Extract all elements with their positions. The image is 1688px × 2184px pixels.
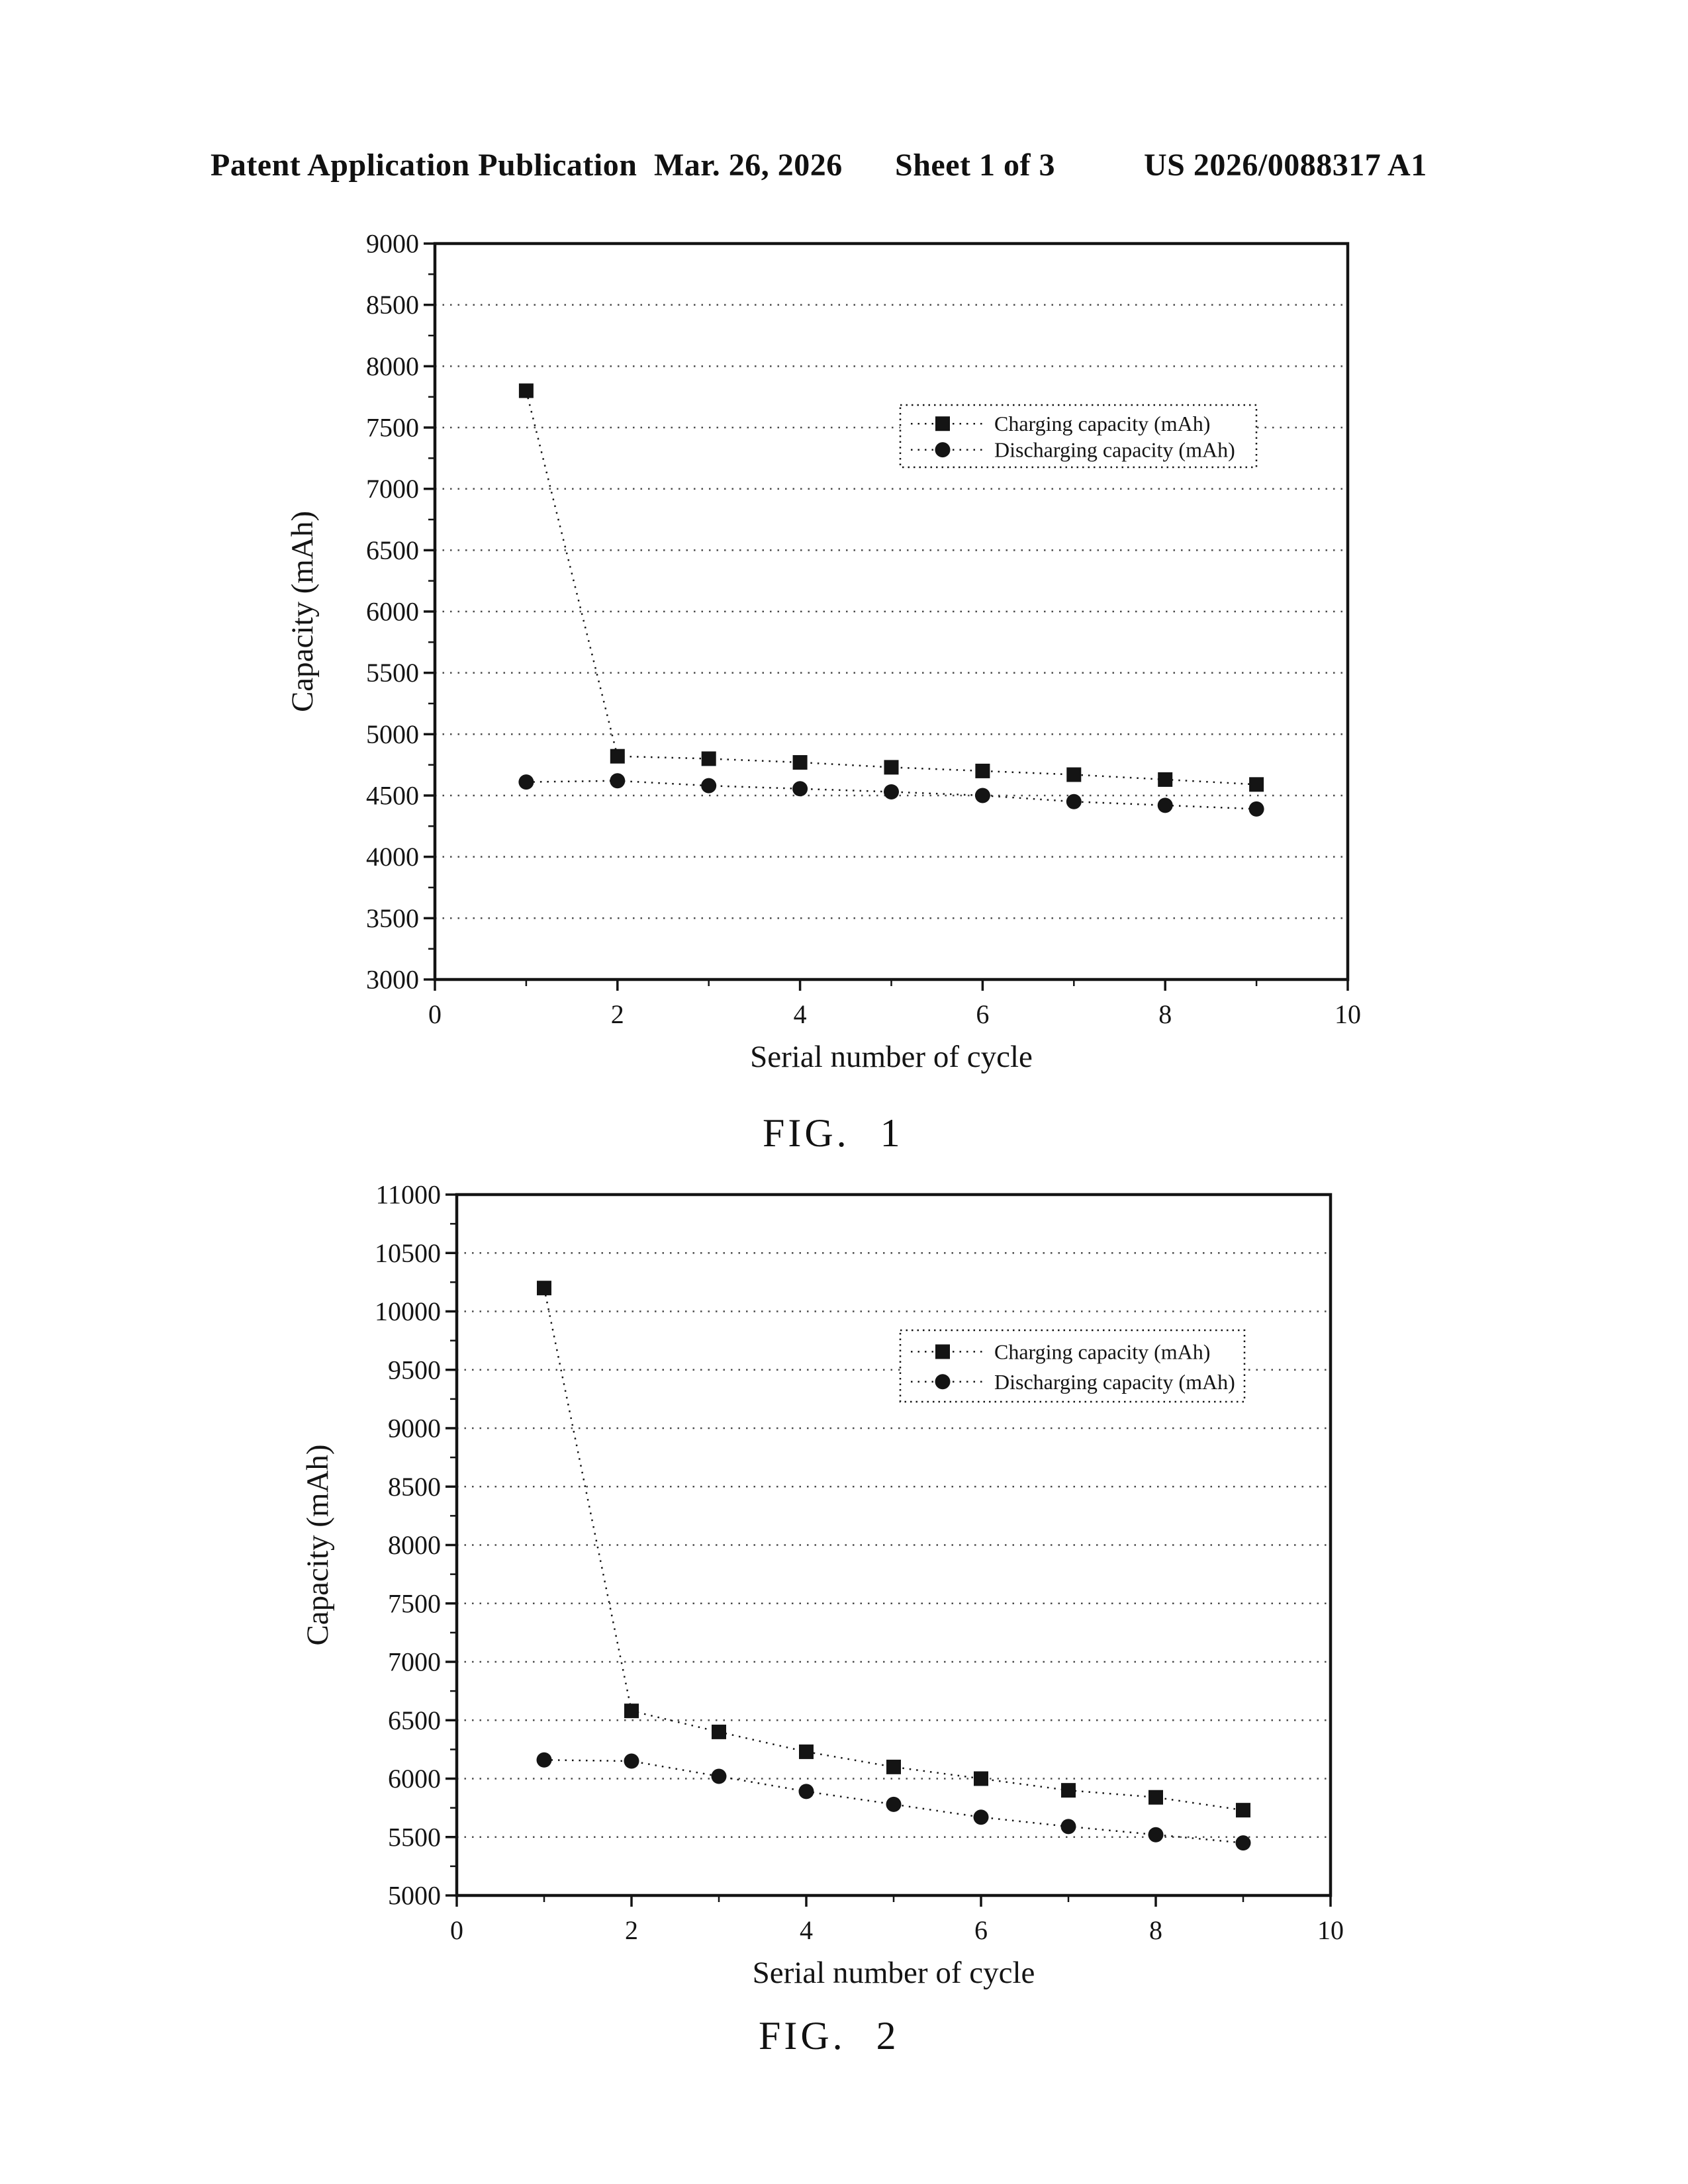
svg-text:4500: 4500	[366, 780, 419, 811]
svg-text:3000: 3000	[366, 964, 419, 995]
svg-text:3500: 3500	[366, 903, 419, 933]
svg-text:8: 8	[1158, 999, 1172, 1029]
y-axis	[375, 1180, 457, 1911]
y-axis-title: Capacity (mAh)	[301, 1444, 335, 1646]
y-axis-title: Capacity (mAh)	[285, 510, 320, 713]
fig2-capacity-chart	[252, 1158, 1403, 1999]
svg-text:8: 8	[1149, 1915, 1162, 1945]
fig2-caption: FIG. 2	[759, 2014, 900, 2058]
svg-text:11000: 11000	[375, 1179, 441, 1210]
y-gridlines	[435, 305, 1348, 919]
svg-text:5000: 5000	[366, 719, 419, 749]
svg-text:8500: 8500	[366, 290, 419, 320]
svg-text:6500: 6500	[366, 535, 419, 565]
x-axis	[428, 979, 1361, 1029]
svg-text:4: 4	[800, 1915, 813, 1945]
svg-text:5000: 5000	[388, 1880, 441, 1911]
svg-text:6000: 6000	[366, 596, 419, 627]
y-axis	[366, 229, 435, 995]
svg-text:10: 10	[1317, 1915, 1344, 1945]
svg-text:0: 0	[428, 999, 442, 1029]
svg-text:5500: 5500	[366, 658, 419, 688]
x-axis	[450, 1895, 1344, 1945]
fig1-capacity-chart	[252, 212, 1403, 1099]
svg-text:4: 4	[793, 999, 807, 1029]
svg-text:2: 2	[610, 999, 624, 1029]
svg-text:6500: 6500	[388, 1705, 441, 1735]
x-axis-title: Serial number of cycle	[750, 1040, 1033, 1074]
header-publication-label: Patent Application Publication	[211, 148, 637, 183]
svg-text:10: 10	[1335, 999, 1361, 1029]
svg-text:6: 6	[976, 999, 990, 1029]
svg-text:9500: 9500	[388, 1355, 441, 1385]
svg-text:10500: 10500	[375, 1238, 441, 1268]
header-patent-number: US 2026/0088317 A1	[1144, 148, 1427, 183]
svg-text:Charging capacity (mAh): Charging capacity (mAh)	[994, 1340, 1211, 1364]
header-sheet-number: Sheet 1 of 3	[895, 148, 1055, 183]
svg-text:0: 0	[450, 1915, 463, 1945]
legend	[900, 405, 1256, 467]
x-axis-title: Serial number of cycle	[752, 1956, 1035, 1990]
svg-text:9000: 9000	[388, 1413, 441, 1443]
header-date: Mar. 26, 2026	[654, 148, 843, 183]
svg-text:Discharging capacity (mAh): Discharging capacity (mAh)	[994, 1369, 1235, 1394]
svg-text:Discharging capacity (mAh): Discharging capacity (mAh)	[994, 437, 1235, 462]
legend	[900, 1330, 1244, 1402]
svg-text:6000: 6000	[388, 1764, 441, 1794]
svg-text:8000: 8000	[388, 1530, 441, 1560]
fig1-caption: FIG. 1	[763, 1111, 904, 1155]
svg-text:7500: 7500	[366, 412, 419, 443]
plot-frame	[435, 244, 1348, 979]
svg-text:6: 6	[974, 1915, 988, 1945]
svg-text:9000: 9000	[366, 228, 419, 259]
svg-text:7500: 7500	[388, 1588, 441, 1619]
svg-text:7000: 7000	[366, 474, 419, 504]
svg-text:5500: 5500	[388, 1822, 441, 1852]
svg-text:4000: 4000	[366, 842, 419, 872]
svg-text:10000: 10000	[375, 1297, 441, 1326]
svg-text:Charging capacity (mAh): Charging capacity (mAh)	[994, 412, 1211, 436]
svg-text:8500: 8500	[388, 1471, 441, 1502]
svg-text:8000: 8000	[366, 351, 419, 381]
svg-text:2: 2	[625, 1915, 638, 1945]
svg-text:7000: 7000	[388, 1647, 441, 1677]
